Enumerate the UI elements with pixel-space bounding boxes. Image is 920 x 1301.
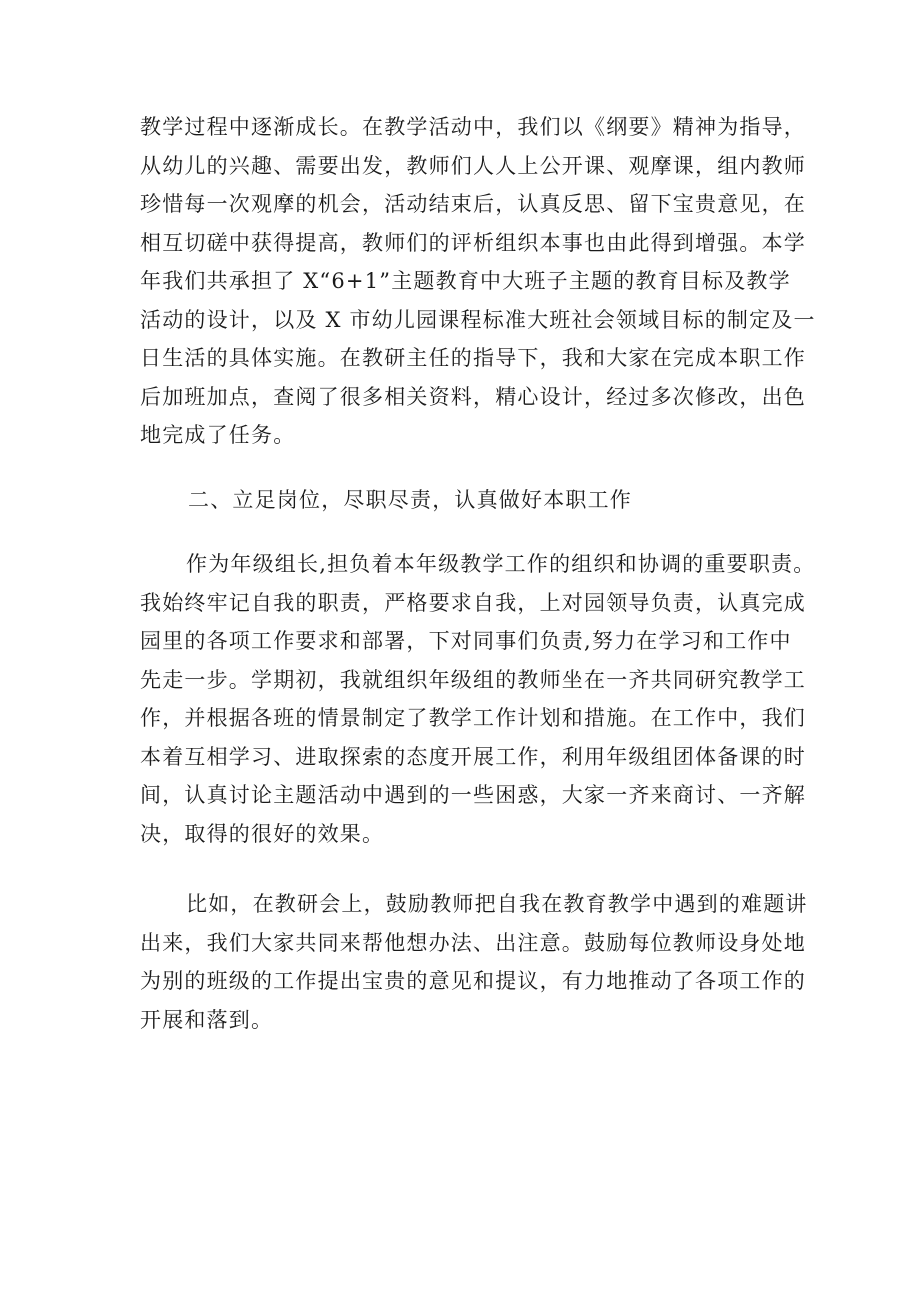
paragraph-3 [140,885,920,1039]
paragraph-line: 珍惜每一次观摩的机会，活动结束后，认真反思、留下宝贵意见，在 [140,192,806,216]
paragraph-line: 教学过程中逐渐成长。在教学活动中，我们以《纲要》精神为指导， [140,115,806,139]
paragraph-line: 活动的设计，以及 X 市幼儿园课程标准大班社会领域目标的制定及一 [140,307,816,332]
paragraph-line: 先走一步。学期初，我就组织年级组的教师坐在一齐共同研究教学工 [140,667,806,692]
paragraph-line: 相互切磋中获得提高，教师们的评析组织本事也由此得到增强。本学 [140,230,806,255]
paragraph-line: 出来，我们大家共同来帮他想办法、出注意。鼓励每位教师设身处地 [140,930,806,955]
paragraph-line: 作为年级组长,担负着本年级教学工作的组织和协调的重要职责。 [186,552,816,576]
paragraph-line: 日生活的具体实施。在教研主任的指导下，我和大家在完成本职工作 [140,346,806,370]
paragraph-line: 我始终牢记自我的职责，严格要求自我，上对园领导负责，认真完成 [140,590,806,615]
paragraph-2 [140,545,920,853]
paragraph-line: 作，并根据各班的情景制定了教学工作计划和措施。在工作中，我们 [140,706,806,730]
paragraph-1 [140,108,920,455]
paragraph-line: 年我们共承担了 X“6+1”主题教育中大班子主题的教育目标及教学 [140,269,791,293]
paragraph-line: 园里的各项工作要求和部署，下对同事们负责,努力在学习和工作中 [140,629,792,653]
section-heading-2: 二、立足岗位，尽职尽责，认真做好本职工作 [188,487,632,512]
paragraph-line: 从幼儿的兴趣、需要出发，教师们人人上公开课、观摩课，组内教师 [140,153,806,178]
paragraph-line: 地完成了任务。 [140,423,296,447]
paragraph-line: 间，认真讨论主题活动中遇到的一些困惑，大家一齐来商讨、一齐解 [140,783,806,807]
paragraph-line: 本着互相学习、进取探索的态度开展工作，利用年级组团体备课的时 [140,744,806,769]
paragraph-line: 决，取得的很好的效果。 [140,821,385,846]
paragraph-line: 后加班加点，查阅了很多相关资料，精心设计，经过多次修改，出色 [140,384,806,409]
paragraph-line: 比如，在教研会上，鼓励教师把自我在教育教学中遇到的难题讲 [186,892,808,916]
paragraph-line: 开展和落到。 [140,1007,274,1032]
paragraph-line: 为别的班级的工作提出宝贵的意见和提议，有力地推动了各项工作的 [140,969,806,993]
